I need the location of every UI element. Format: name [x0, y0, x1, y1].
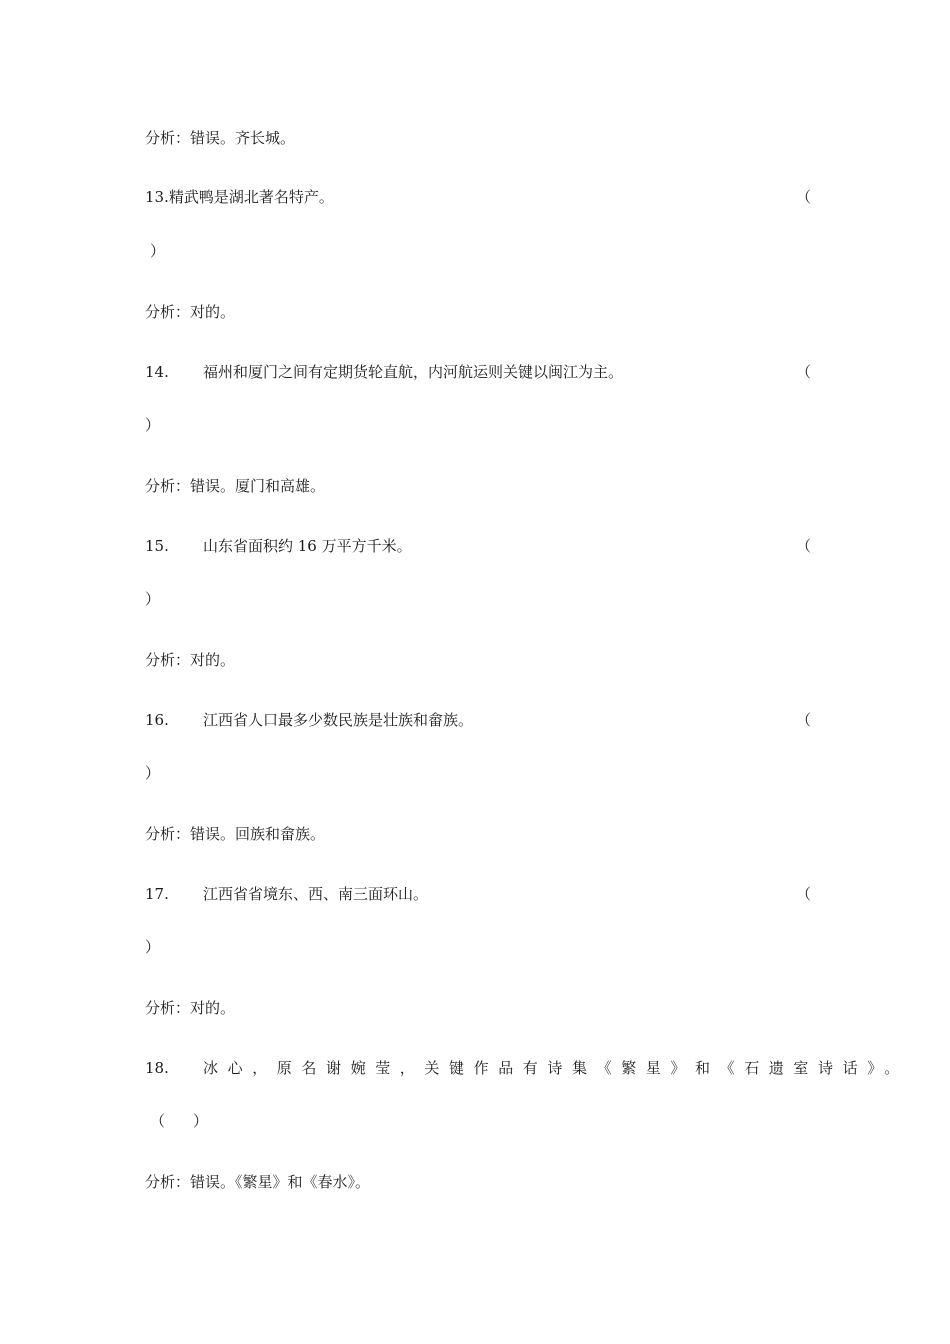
question-text: 精武鸭是湖北著名特产。: [168, 188, 334, 206]
question-number: 15.: [145, 537, 169, 555]
answer-paren-close: ）: [145, 938, 161, 956]
answer-paren-open: （: [796, 363, 812, 381]
answer-paren-open: （: [796, 537, 812, 555]
answer-paren-open: （: [150, 1112, 166, 1130]
analysis-text: 分析：对的。: [145, 999, 236, 1017]
question-text: 福州和厦门之间有定期货轮直航，内河航运则关键以闽江为主。: [203, 363, 624, 381]
analysis-text: 分析：对的。: [145, 303, 236, 321]
answer-paren-open: （: [796, 188, 812, 206]
question-number: 14.: [145, 363, 169, 381]
answer-paren-close: ）: [145, 416, 161, 434]
answer-paren-close: ）: [150, 242, 166, 260]
analysis-text: 分析：错误。回族和畲族。: [145, 825, 326, 843]
question-number: 13.: [145, 188, 169, 206]
question-text: 江西省省境东、西、南三面环山。: [203, 885, 429, 903]
question-text: 冰心，原名谢婉莹，关键作品有诗集《繁星》和《石遗室诗话》。: [203, 1059, 909, 1077]
question-number: 16.: [145, 711, 169, 729]
answer-paren-open: （: [796, 711, 812, 729]
answer-paren-close: ）: [145, 590, 161, 608]
answer-paren-close: ）: [193, 1112, 209, 1130]
question-13: [145, 187, 334, 207]
question-text: 山东省面积约 16 万平方千米。: [203, 537, 412, 555]
answer-paren-close: ）: [145, 764, 161, 782]
question-text: 江西省人口最多少数民族是壮族和畲族。: [203, 711, 474, 729]
analysis-text: 分析：对的。: [145, 651, 236, 669]
analysis-text: 分析：错误。厦门和高雄。: [145, 477, 326, 495]
analysis-text: 分析：错误。齐长城。: [145, 129, 296, 147]
analysis-text: 分析：错误。《繁星》和《春水》。: [145, 1173, 371, 1191]
question-number: 18.: [145, 1059, 169, 1077]
question-number: 17.: [145, 885, 169, 903]
answer-paren-open: （: [796, 885, 812, 903]
